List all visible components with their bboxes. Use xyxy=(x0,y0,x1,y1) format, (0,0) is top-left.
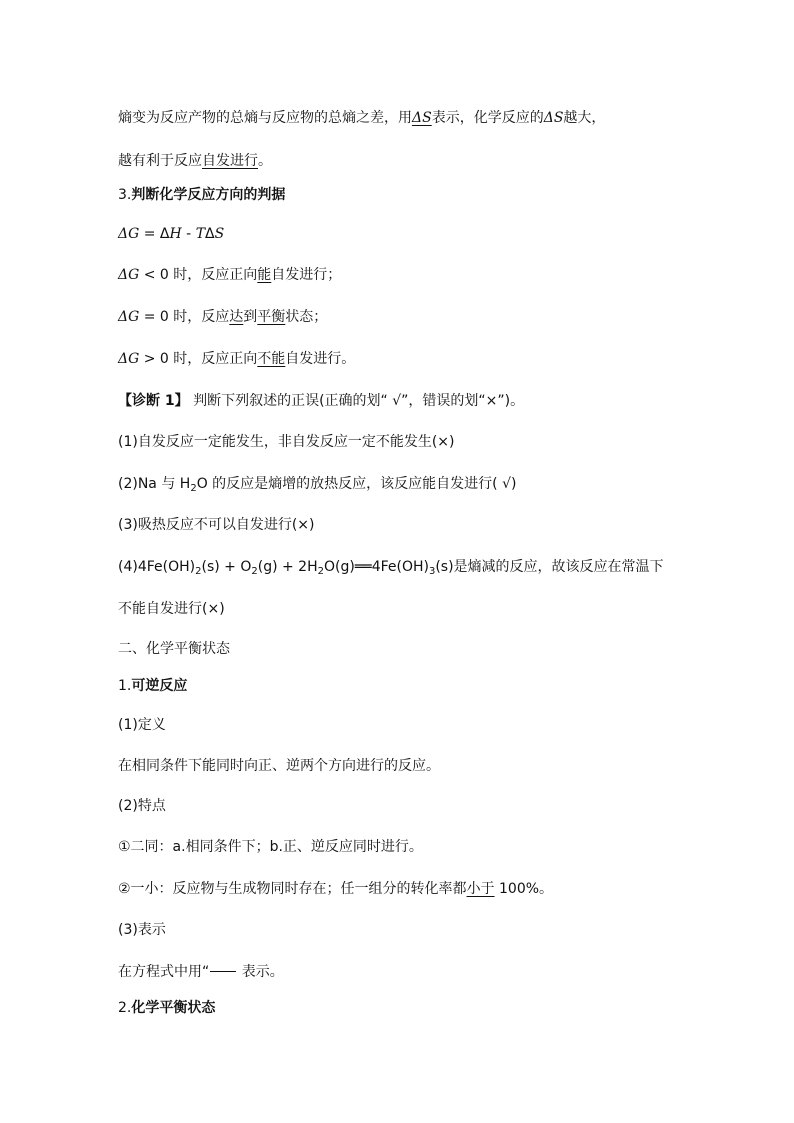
text: 越有利于反应 xyxy=(118,153,202,169)
section-heading-2: 二、化学平衡状态 xyxy=(118,641,230,657)
underlined-answer: 小于 xyxy=(466,881,495,897)
text: (s)是熵减的反应，故该反应在常温下 xyxy=(435,559,664,575)
item-2 xyxy=(118,475,516,493)
symbol: ΔG xyxy=(118,309,140,325)
underlined-answer: 不能 xyxy=(257,351,286,367)
subsection-heading-1 xyxy=(118,677,187,695)
representation-text xyxy=(118,963,284,981)
reversible-arrow-placeholder-icon xyxy=(210,960,236,972)
text: = Δ xyxy=(139,226,170,242)
text: O 的反应是熵增的放热反应，该反应能自发进行( √) xyxy=(196,476,517,492)
heading-text: 化学平衡状态 xyxy=(131,1000,216,1016)
features-heading: (2)特点 xyxy=(118,798,166,814)
definition-heading: (1)定义 xyxy=(118,717,166,733)
item-4 xyxy=(118,558,664,576)
paragraph-line-2 xyxy=(118,152,272,170)
text: 熵变为反应产物的总熵与反应物的总熵之差，用 xyxy=(118,110,412,126)
text: 表示，化学反应的 xyxy=(431,110,544,126)
underlined-answer: 自发进行 xyxy=(202,153,258,169)
text: 表示。 xyxy=(237,964,284,980)
text: ②一小：反应物与生成物同时存在；任一组分的转化率都 xyxy=(118,881,467,897)
criterion-line-3 xyxy=(118,350,355,368)
symbol: T xyxy=(195,226,206,242)
underlined-answer: 平衡 xyxy=(257,309,286,325)
symbol: ΔG xyxy=(118,226,140,242)
symbol: ΔS xyxy=(543,110,564,126)
subsection-heading-2 xyxy=(118,999,215,1017)
text: 100%。 xyxy=(494,881,554,897)
feature-2 xyxy=(118,880,553,898)
text: 自发进行。 xyxy=(285,351,356,367)
subscript: 2 xyxy=(317,566,324,577)
item-1: (1)自发反应一定能发生，非自发反应一定不能发生(×) xyxy=(118,434,455,450)
text: (s) + O xyxy=(201,559,252,575)
text: 判断下列叙述的正误(正确的划“ √”，错误的划“×”)。 xyxy=(188,393,525,409)
underlined-answer: 能 xyxy=(257,267,272,283)
criterion-line-1 xyxy=(118,266,341,284)
subscript: 2 xyxy=(195,566,202,577)
text: < 0 时，反应正向 xyxy=(139,267,258,283)
text: 越大， xyxy=(563,110,606,126)
text: 。 xyxy=(258,153,272,169)
diagnosis-tag: 【诊断 1】 xyxy=(118,393,189,409)
text: (4)4Fe(OH) xyxy=(118,559,196,575)
symbol: S xyxy=(214,226,225,242)
item-3: (3)吸热反应不可以自发进行(×) xyxy=(118,517,315,533)
heading-number: 3. xyxy=(118,187,132,203)
section-heading-3 xyxy=(118,186,285,204)
criterion-line-2 xyxy=(118,308,327,326)
underlined-symbol: ΔS xyxy=(412,110,432,126)
definition-text: 在相同条件下能同时向正、逆两个方向进行的反应。 xyxy=(118,758,440,774)
text: 状态； xyxy=(285,309,328,325)
paragraph-line-1 xyxy=(118,109,605,127)
symbol: H xyxy=(169,226,182,242)
diagnosis-heading xyxy=(118,392,524,410)
symbol: ΔG xyxy=(118,351,140,367)
item-4-continued: 不能自发进行(×) xyxy=(118,601,225,617)
text: = 0 时，反应 xyxy=(139,309,230,325)
text: Δ xyxy=(205,226,215,242)
text: > 0 时，反应正向 xyxy=(139,351,258,367)
feature-1: ①二同：a.相同条件下；b.正、逆反应同时进行。 xyxy=(118,839,423,855)
text: 到 xyxy=(243,309,258,325)
subscript: 2 xyxy=(190,483,197,494)
heading-number: 2. xyxy=(118,1000,132,1016)
subscript: 2 xyxy=(251,566,258,577)
subscript: 3 xyxy=(428,566,436,577)
symbol: ΔG xyxy=(118,267,140,283)
text: - xyxy=(181,226,196,242)
text: (2)Na 与 H xyxy=(118,476,191,492)
heading-text: 可逆反应 xyxy=(131,678,188,694)
text: O(g)══4Fe(OH) xyxy=(324,559,429,575)
heading-number: 1. xyxy=(118,678,132,694)
text: 在方程式中用“ xyxy=(118,964,210,980)
heading-text: 判断化学反应方向的判据 xyxy=(131,187,286,203)
representation-heading: (3)表示 xyxy=(118,922,166,938)
formula-line xyxy=(118,225,224,243)
text: 自发进行； xyxy=(271,267,342,283)
text: (g) + 2H xyxy=(257,559,318,575)
underlined-answer: 达 xyxy=(229,309,244,325)
